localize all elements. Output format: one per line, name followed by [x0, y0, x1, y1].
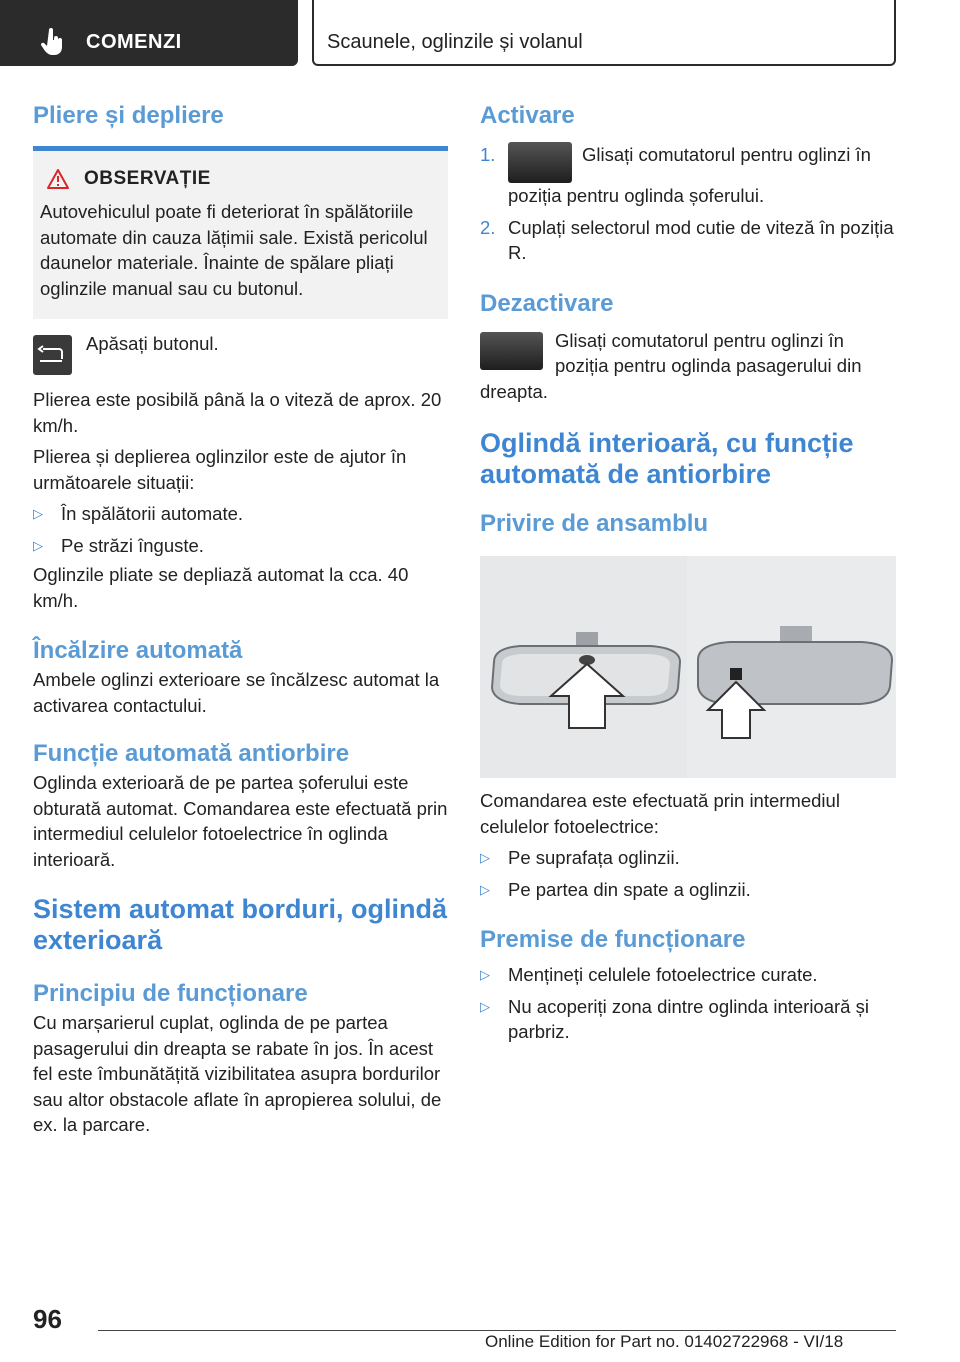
heading-curb-system: Sistem automat borduri, oglindă exterioară: [33, 894, 448, 955]
list-item: ▷ Pe partea din spate a oglinzii.: [480, 877, 896, 903]
mirror-switch-icon: [480, 332, 543, 370]
mirror-fold-button-icon: [33, 335, 72, 375]
list-item: ▷ Pe suprafața oglinzii.: [480, 845, 896, 871]
antiglare-text: Oglinda exterioară de pe partea șoferului este obturată automat. Comandarea este efectuată prin intermediul celulelor fotoelectrice în oglinda interioară.: [33, 772, 448, 870]
heading-activation: Activare: [480, 102, 575, 129]
chapter-tab: [312, 0, 896, 66]
heading-fold: Pliere și depliere: [33, 102, 224, 129]
unfold-speed-text: Oglinzile pliate se depliază automat la cca. 40 km/h.: [33, 564, 409, 611]
press-button-text: Apăsați butonul.: [86, 333, 219, 354]
fold-speed-text: Plierea este posibilă până la o viteză de aprox. 20 km/h.: [33, 389, 442, 436]
fold-useful-text: Plierea și deplierea oglinzilor este de ajutor în următoarele situații:: [33, 446, 407, 493]
heading-antiglare: Funcție automată antiorbire: [33, 740, 350, 767]
overview-text: Comandarea este efectuată prin intermediul celulelor fotoelectrice:: [480, 790, 840, 837]
chapter-title: Scaunele, oglinzile și volanul: [327, 31, 583, 53]
warning-triangle-icon: [46, 168, 70, 190]
page-number: 96: [33, 1304, 62, 1334]
heading-deactivation: Dezactivare: [480, 289, 614, 317]
list-item: ▷ Pe străzi înguste.: [33, 533, 448, 559]
warning-title: OBSERVAȚIE: [84, 168, 211, 189]
warning-text: Autovehiculul poate fi deteriorat în spălătoriile automate din cauza lățimii sale. Există pericolul daunelor materiale. Înainte de spălare pliați oglinzile manual sau cu butonul.: [40, 201, 428, 299]
warning-header: [40, 163, 438, 195]
deactivation-text: Glisați comutatorul pentru oglinzi în poziția pentru oglinda pasagerului din dreapta.: [480, 329, 862, 402]
list-item: ▷ În spălătorii automate.: [33, 501, 448, 527]
list-item: 1. Glisați comutatorul pentru oglinzi în poziția pentru oglinda șoferului.: [480, 144, 871, 206]
footer-divider: [98, 1330, 896, 1331]
heating-text: Ambele oglinzi exterioare se încălzesc automat la activarea contactului.: [33, 669, 440, 716]
bullet-triangle-icon: ▷: [480, 967, 490, 982]
interior-mirror-photo: [480, 556, 896, 778]
left-column: [33, 100, 448, 1138]
list-item: ▷ Mențineți celulele fotoelectrice curate.: [480, 962, 896, 988]
list-item: 2. Cuplați selectorul mod cutie de viteză în poziția R.: [480, 216, 894, 263]
warning-box: [33, 146, 448, 319]
mirror-switch-icon: [508, 142, 572, 183]
bullet-triangle-icon: ▷: [33, 506, 43, 521]
bullet-triangle-icon: ▷: [480, 881, 490, 897]
heading-prerequisites: Premise de funcționare: [480, 926, 746, 953]
edition-text: Online Edition for Part no. 01402722968 - VI/18: [485, 1332, 844, 1351]
press-button-row: [33, 335, 448, 375]
page-footer: [0, 1300, 960, 1362]
heading-overview: Privire de ansamblu: [480, 510, 709, 537]
bullet-triangle-icon: ▷: [33, 537, 43, 553]
section-tab[interactable]: [0, 0, 298, 66]
bullet-triangle-icon: ▷: [480, 850, 490, 865]
heading-heating: Încălzire automată: [33, 637, 243, 664]
bullet-triangle-icon: ▷: [480, 998, 490, 1014]
hand-pointer-icon: [40, 28, 66, 56]
section-tab-label: COMENZI: [86, 31, 182, 53]
right-column: [480, 100, 896, 1045]
principle-text: Cu marșarierul cuplat, oglinda de pe partea pasagerului din dreapta se rabate în jos. În acest fel este îmbunătățită vizibilitatea asupra bordurilor sau altor obstacole aflate în apropierea solului, de ex. la parcare.: [33, 1012, 442, 1135]
list-item: ▷ Nu acoperiți zona dintre oglinda interioară și parbriz.: [480, 994, 896, 1045]
heading-principle: Principiu de funcționare: [33, 980, 308, 1007]
page-header: [0, 0, 960, 66]
heading-interior-mirror: Oglindă interioară, cu funcție automată de antiorbire: [480, 428, 854, 489]
